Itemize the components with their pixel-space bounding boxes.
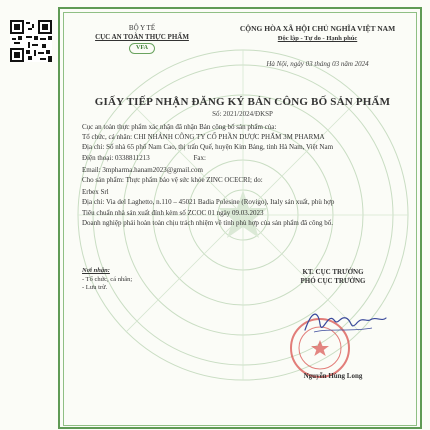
body-line: Erbex Srl — [82, 188, 109, 197]
issuer-header — [72, 24, 212, 54]
body-line: Địa chỉ: Số nhà 65 phố Nam Cao, thị trấn Quế, huyện Kim Bảng, tỉnh Hà Nam, Việt Nam — [82, 143, 334, 152]
body-line: Cục an toàn thực phẩm xác nhận đã nhận Bản công bố sản phẩm của: — [82, 123, 277, 131]
ministry-name: BỘ Y TẾ — [128, 24, 156, 32]
issue-date: Hà Nội, ngày 03 tháng 03 năm 2024 — [266, 60, 369, 68]
recipients-heading: Nơi nhận: — [82, 267, 110, 274]
body-line: Điện thoại: 0338811213 Fax: — [82, 153, 206, 162]
signer-title — [258, 268, 408, 286]
signer-title-line-1: KT. CỤC TRƯỞNG — [302, 268, 364, 276]
body-line: Cho sản phẩm: Thực phẩm bảo vệ sức khỏe ZINC OCECRI; do: — [82, 176, 263, 185]
document-number: Số: 2021/2024/ĐKSP — [212, 110, 273, 118]
signature-icon — [300, 302, 390, 342]
recipients-block — [82, 267, 202, 293]
national-header — [220, 24, 415, 44]
qr-code-icon — [10, 20, 52, 62]
body-line: Địa chỉ: Via del Laghetto, n.110 – 45021 Badia Polesine (Rovigo), Italy sản xuất, phù hợp — [82, 198, 335, 207]
nation-name: CỘNG HÒA XÃ HỘI CHỦ NGHĨA VIỆT NAM — [239, 24, 396, 33]
body-line: Doanh nghiệp phải hoàn toàn chịu trách nhiệm về tính phù hợp của sản phẩm đã công bố. — [82, 218, 333, 227]
recipient-item: - Tổ chức, cá nhân; — [82, 275, 133, 283]
body-line: Tổ chức, cá nhân: CHI NHÁNH CÔNG TY CỔ PHẦN DƯỢC PHẨM 3M PHARMA — [82, 133, 325, 142]
body-line: Tiêu chuẩn nhà sản xuất đính kèm số ZCOC 01 ngày 09.03.2023 — [82, 208, 264, 217]
signer-title-line-2: PHÓ CỤC TRƯỞNG — [300, 277, 366, 285]
agency-name: CỤC AN TOÀN THỰC PHẨM — [95, 33, 189, 41]
recipient-item: - Lưu trữ. — [82, 284, 108, 291]
signer-name: Nguyễn Hùng Long — [303, 372, 363, 380]
document-body — [82, 122, 407, 228]
agency-logo: VFA — [129, 43, 155, 54]
national-motto: Độc lập - Tự do - Hạnh phúc — [277, 35, 358, 42]
document-title: GIẤY TIẾP NHẬN ĐĂNG KÝ BẢN CÔNG BỐ SẢN PHẨM — [94, 96, 391, 108]
body-line: Email: 3mpharma.hanam2023@gmail.com — [82, 165, 203, 174]
